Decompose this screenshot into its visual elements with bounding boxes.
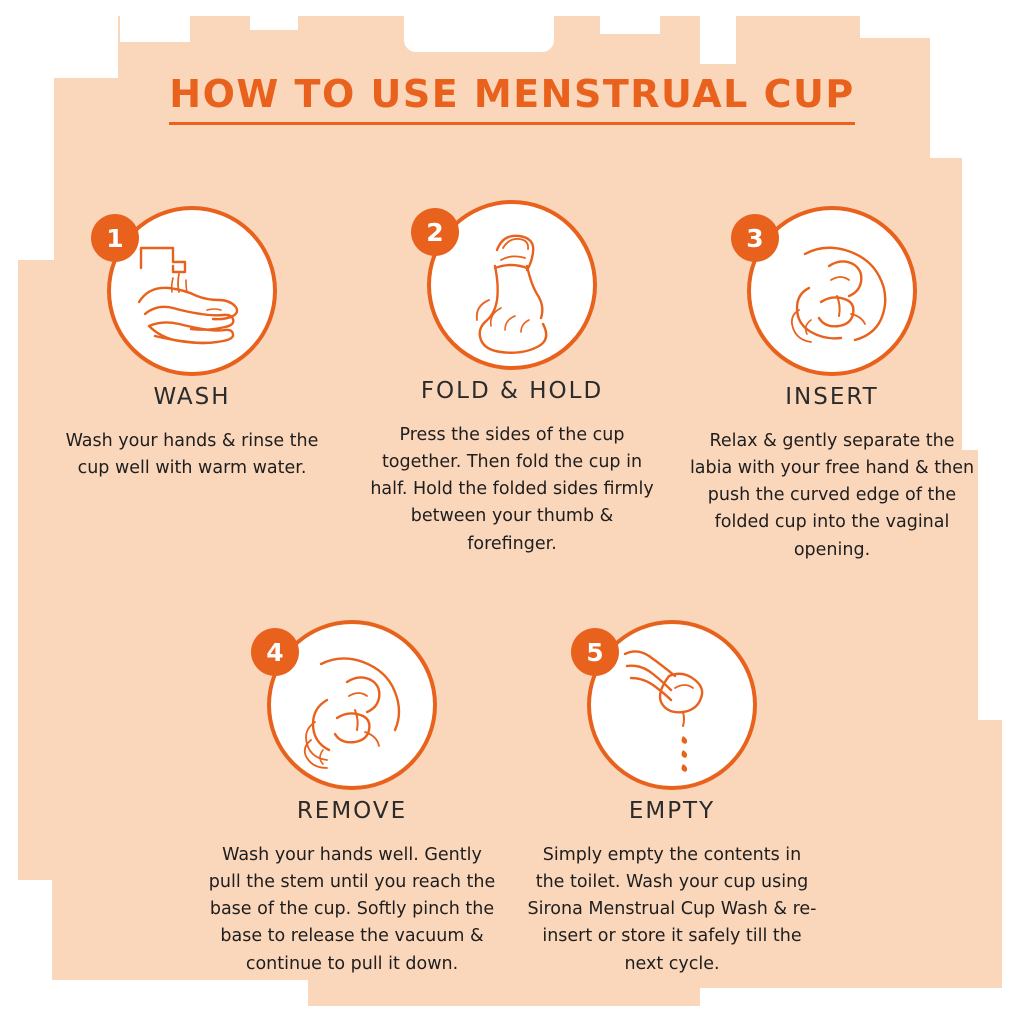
step-number-badge: 4 <box>251 628 299 676</box>
step-card-insert <box>672 206 992 564</box>
bg-edge-notch <box>8 980 308 1024</box>
step-card-fold-hold <box>352 200 672 564</box>
step-description: Wash your hands & rinse the cup well with warm water. <box>65 431 319 479</box>
step-illustration-area <box>257 620 447 824</box>
step-description: Relax & gently separate the labia with your free hand & then push the curved edge of the folded cup into the vaginal opening. <box>689 431 975 560</box>
step-number-badge: 2 <box>411 208 459 256</box>
steps-row-top <box>20 200 1004 564</box>
step-number-badge: 5 <box>571 628 619 676</box>
step-number-badge: 3 <box>731 214 779 262</box>
step-description: Press the sides of the cup together. Then fold the cup in half. Hold the folded sides firmly between your thumb & forefinger. <box>370 425 654 554</box>
step-card-empty <box>512 620 832 978</box>
step-label: INSERT <box>785 384 879 410</box>
bg-edge-notch <box>250 8 298 30</box>
step-illustration-area <box>417 200 607 404</box>
bg-edge-notch <box>700 988 1024 1024</box>
step-number-badge: 1 <box>91 214 139 262</box>
steps-row-bottom <box>20 620 1004 978</box>
step-illustration-area <box>737 206 927 410</box>
step-label: REMOVE <box>296 798 408 824</box>
page-title: HOW TO USE MENSTRUAL CUP <box>169 72 854 125</box>
bg-edge-notch <box>404 8 554 52</box>
bg-edge-notch <box>700 8 736 64</box>
step-label: FOLD & HOLD <box>420 378 604 404</box>
bg-edge-notch <box>120 8 190 42</box>
step-label: WASH <box>153 384 231 410</box>
step-card-remove <box>192 620 512 978</box>
step-illustration-area <box>577 620 767 824</box>
step-card-wash <box>32 206 352 564</box>
poster-title-container <box>0 72 1024 125</box>
step-illustration-area <box>97 206 287 410</box>
bg-edge-notch <box>860 8 940 38</box>
step-description: Wash your hands well. Gently pull the stem until you reach the base of the cup. Softly pinch the base to release the vacuum & continue to pull it down. <box>208 845 496 974</box>
step-description: Simply empty the contents in the toilet. Wash your cup using Sirona Menstrual Cup Wash & re-insert or store it safely till the next cycle. <box>527 845 817 974</box>
step-label: EMPTY <box>628 798 716 824</box>
bg-edge-notch <box>600 8 660 34</box>
